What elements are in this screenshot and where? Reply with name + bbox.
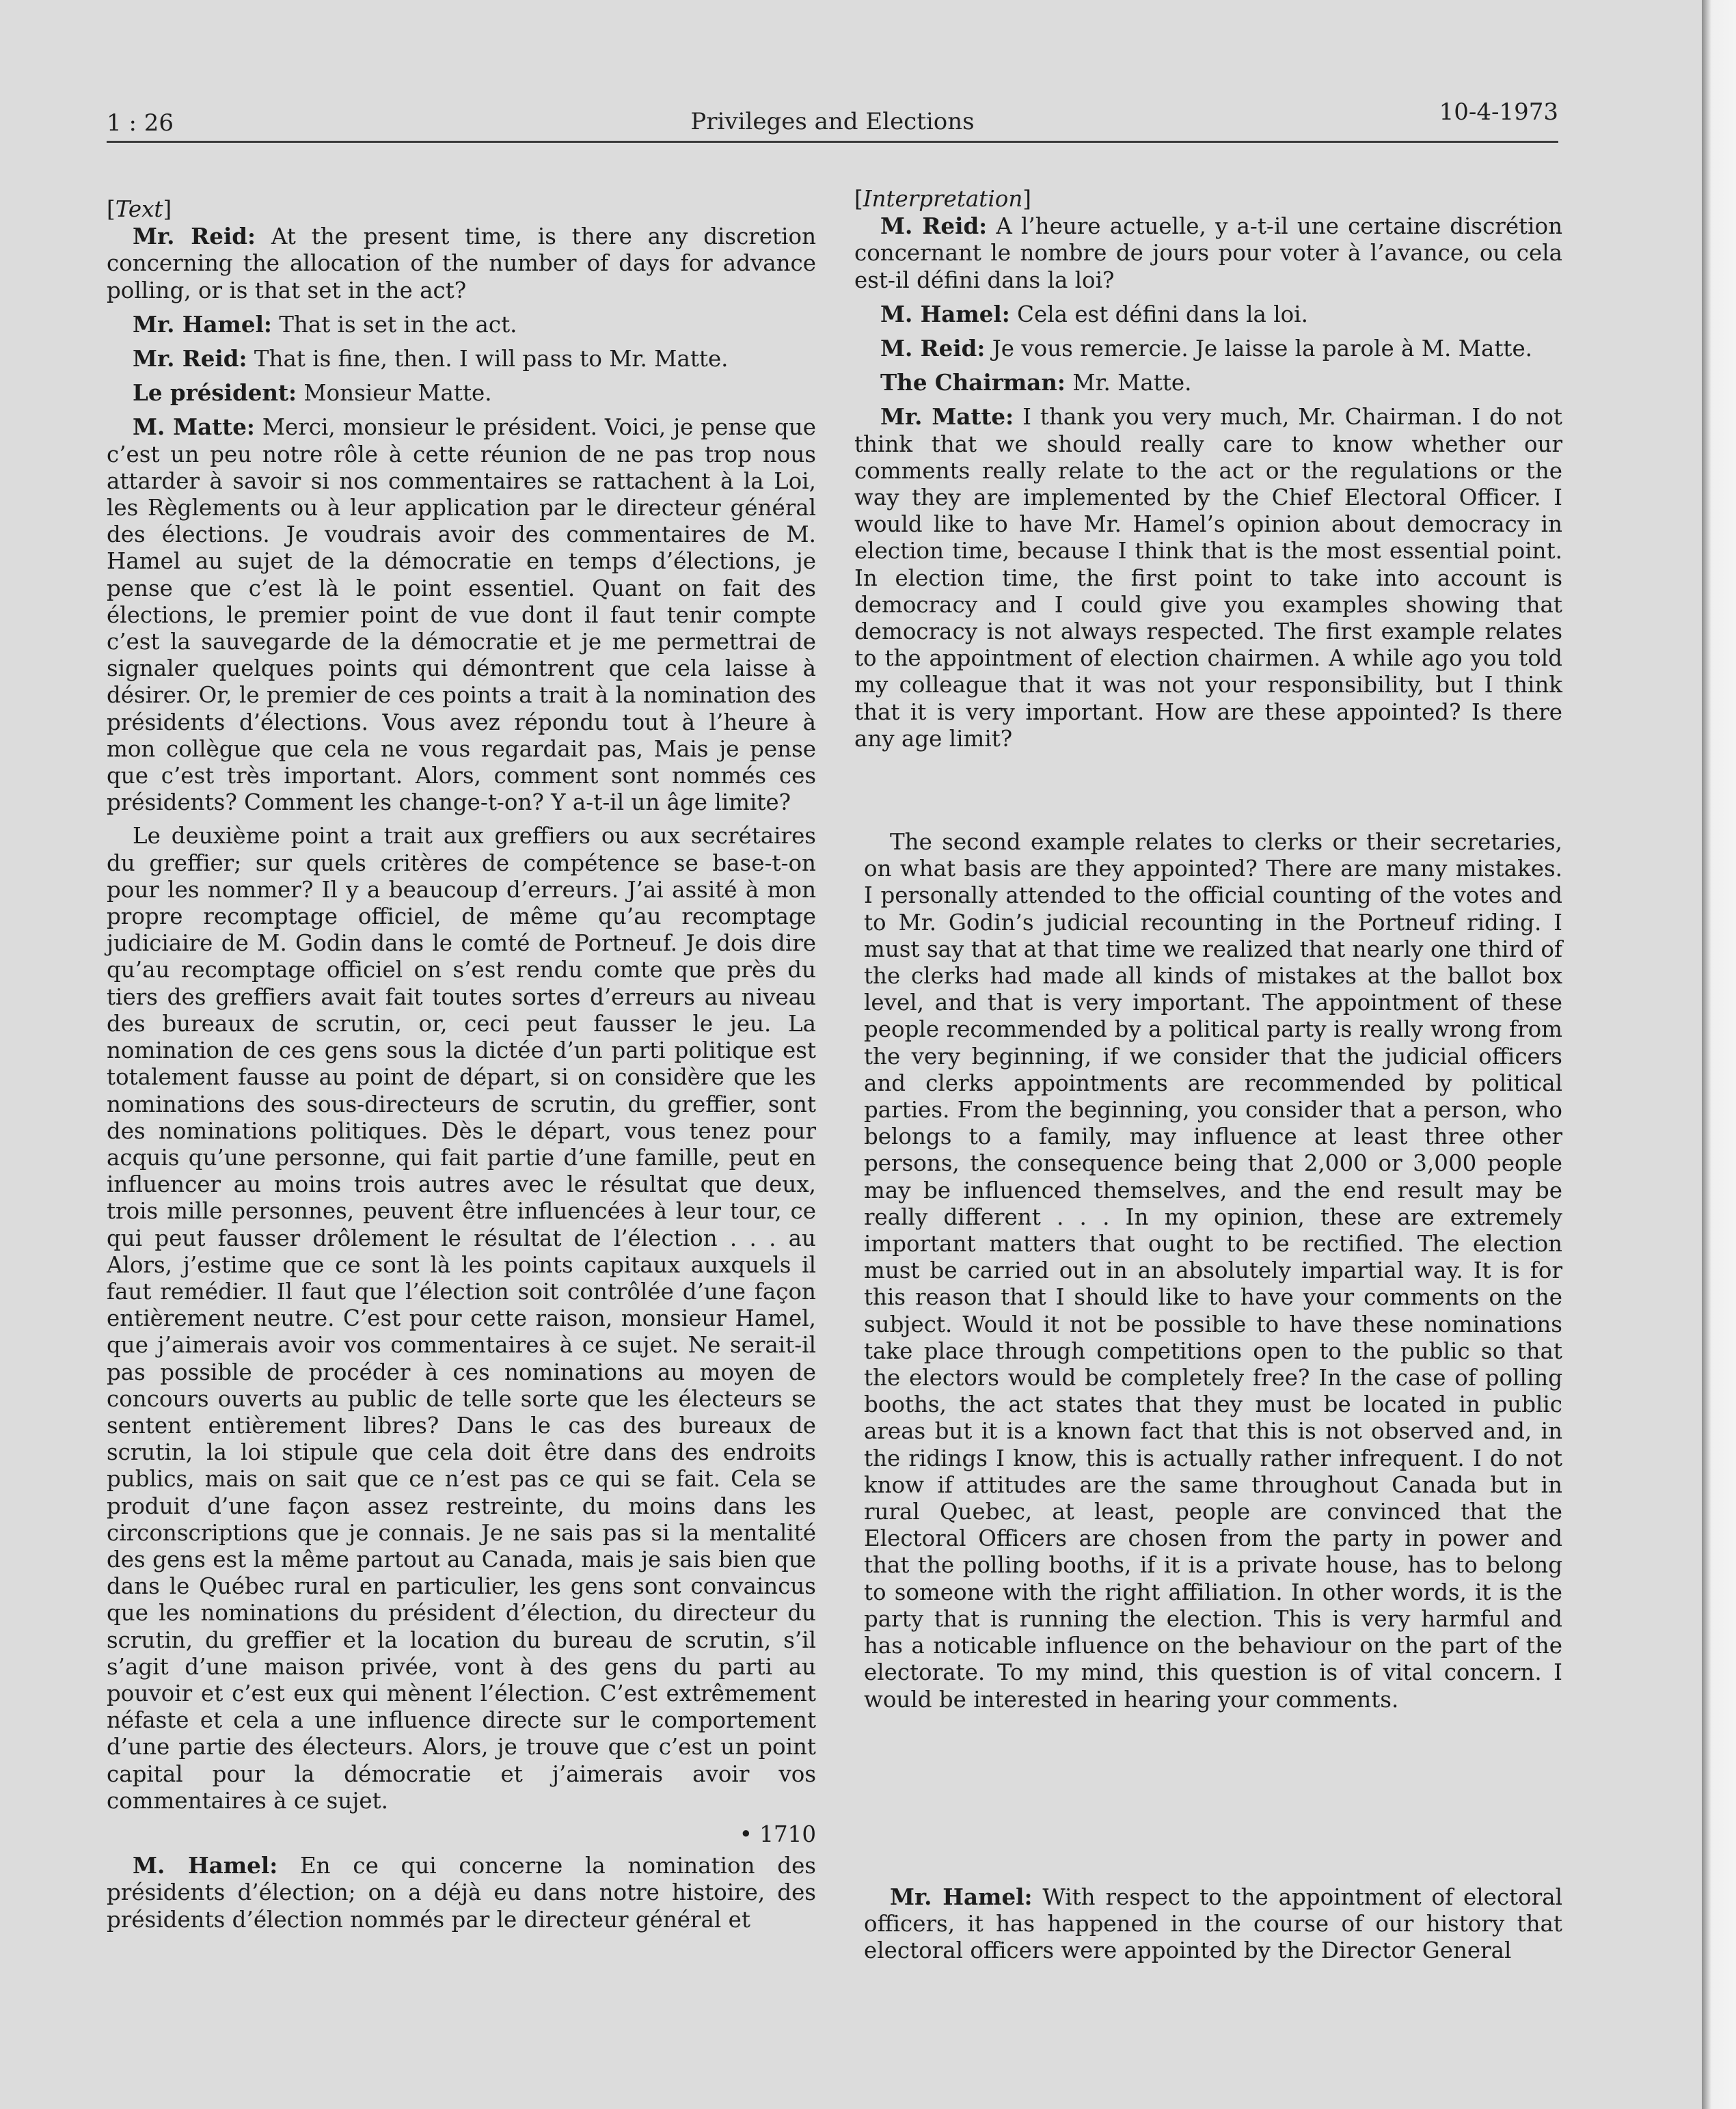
paragraph [864, 829, 1562, 1713]
speaker-name: Mr. Reid: [133, 223, 256, 250]
paragraph-text: The second example relates to clerks or their secretaries, on what basis are they appointed? There are many mistakes. I personally attended to the official counting of the votes and to Mr. Godin’s judicial recounting in the Portneuf riding. I must say that at that time we realized that nearly one third of the clerks had made all kinds of mistakes at the ballot box level, and that is very important. The appointment of these people recommended by a political party is really wrong from the very beginning, if we consider that the judicial officers and clerks appointments are recommended by political parties. From the beginning, you consider that a person, who belongs to a family, may influence at least three other persons, the consequence being that 2,000 or 3,000 people may be influenced themselves, and the end result may be really different . . . In my opinion, these are extremely important matters that ought to be rectified. The election must be carried out in an absolutely impartial way. It is for this reason that I should like to have your comments on the subject. Would it not be possible to have these nominations take place through competitions open to the public so that the electors would be completely free? In the case of polling booths, the act states that they must be located in public areas but it is a known fact that this is not observed and, in the ridings I know, this is actually rather infrequent. I do not know if attitudes are the same throughout Canada but in rural Quebec, at least, people are convinced that the Electoral Officers are chosen from the party in power and that the polling booths, if it is a private house, has to belong to someone with the right affiliation. In other words, it is the party that is running the election. This is very harmful and has a noticable influence on the behaviour on the part of the electorate. To my mind, this question is of vital concern. I would be interested in hearing your comments. [864, 829, 1562, 1713]
page-header [107, 98, 1558, 143]
paragraph-text: Monsieur Matte. [297, 380, 492, 407]
paragraph [854, 335, 1562, 362]
speaker-name: The Chairman: [880, 369, 1066, 396]
paragraph [107, 413, 816, 816]
page-date: 10-4-1973 [1439, 98, 1558, 126]
paragraph [854, 301, 1562, 328]
paragraph-text: Cela est défini dans la loi. [1009, 301, 1308, 327]
paragraph [107, 345, 816, 372]
speaker-name: M. Hamel: [880, 300, 1010, 327]
right-column [854, 186, 1562, 759]
paragraph [854, 213, 1562, 294]
speaker-name: Mr. Matte: [880, 403, 1014, 431]
speaker-name: M. Hamel: [133, 1852, 278, 1879]
speaker-name: Le président: [133, 379, 297, 407]
right-column-end [864, 1883, 1562, 1972]
left-column [107, 196, 816, 1940]
paragraph-text: I thank you very much, Mr. Chairman. I do not think that we should really care to know whether our comments really relate to the act or the regulations or the way they are implemented by the Chief Electoral Officer. I would like to have Mr. Hamel’s opinion about democracy in election time, because I think that is the most essential point. In election time, the first point to take into account is democracy and I could give you examples showing that democracy is not always respected. The first example relates to the appointment of election chairmen. A while ago you told my colleague that it was not your responsibility, but I think that it is very important. How are these appointed? Is there any age limit? [854, 404, 1562, 752]
time-marker: • 1710 [739, 1821, 816, 1847]
section-tag: [Text] [107, 196, 172, 222]
section-tag: [Interpretation] [854, 186, 1031, 212]
paragraph-text: En ce qui concerne la nomination des présidents d’élection; on a déjà eu dans notre histoire, des présidents d’élection nommés par le directeur général et [107, 1853, 816, 1933]
running-title: Privileges and Elections [690, 108, 975, 135]
paragraph [107, 379, 816, 407]
paragraph-text: At the present time, is there any discretion concerning the allocation of the number of days for advance polling, or is that set in the act? [107, 223, 817, 303]
paragraph-text: Mr. Matte. [1065, 370, 1192, 396]
speaker-name: M. Reid: [880, 335, 986, 362]
paragraph [107, 1852, 816, 1933]
paragraph-text: Je vous remercie. Je laisse la parole à M. Matte. [985, 336, 1533, 362]
paragraph-text: With respect to the appointment of electoral officers, it has happened in the course of our history that electoral officers were appointed by the Director General [864, 1884, 1562, 1964]
paragraph [107, 823, 816, 1814]
speaker-name: Mr. Hamel: [133, 310, 272, 338]
speaker-name: Mr. Reid: [133, 345, 247, 372]
paragraph [854, 403, 1562, 752]
paragraph-text: Merci, monsieur le président. Voici, je pense que c’est un peu notre rôle à cette réunion de ne pas trop nous attarder à savoir si nos commentaires se rattachent à la Loi, les Règlements ou à leur application par le directeur général des élections. Je voudrais avoir des commentaires de M. Hamel au sujet de la démocratie en temps d’élections, je pense que c’est là le point essentiel. Quant on fait des élections, le premier point de vue dont il faut tenir compte c’est la sauvegarde de la démocratie et je me permettrai de signaler quelques points qui démontrent que cela laisse à désirer. Or, le premier de ces points a trait à la nomination des présidents d’élections. Vous avez répondu tout à l’heure à mon collègue que cela ne vous regardait pas, Mais je pense que c’est très important. Alors, comment sont nommés ces présidents? Comment les change-t-on? Y a-t-il un âge limite? [107, 414, 816, 816]
paragraph-text: A l’heure actuelle, y a-t-il une certaine discrétion concernant le nombre de jours pour voter à l’avance, ou cela est-il défini dans la loi? [854, 213, 1563, 293]
speaker-name: M. Matte: [133, 413, 255, 441]
paragraph [864, 1883, 1562, 1965]
paragraph-text: That is fine, then. I will pass to Mr. Matte. [247, 346, 729, 372]
paragraph [854, 369, 1562, 396]
speaker-name: M. Reid: [880, 213, 988, 240]
paragraph-text: That is set in the act. [271, 311, 517, 338]
page-number: 1 : 26 [107, 109, 174, 137]
paragraph [107, 311, 816, 338]
page-edge [1702, 0, 1736, 2109]
paragraph-text: Le deuxième point a trait aux greffiers ou aux secrétaires du greffier; sur quels critères de compétence se base-t-on pour les nommer? Il y a beaucoup d’erreurs. J’ai assité à mon propre recomptage officiel, de même qu’au recomptage judiciaire de M. Godin dans le comté de Portneuf. Je dois dire qu’au recomptage officiel on s’est rendu comte que près du tiers des greffiers avait fait toutes sortes d’erreurs au niveau des bureaux de scrutin, or, ceci peut fausser le jeu. La nomination de ces gens sous la dictée d’un parti politique est totalement fausse au point de départ, si on considère que les nominations des sous-directeurs de scrutin, du greffier, sont des nominations politiques. Dès le départ, vous tenez pour acquis qu’une personne, qui fait partie d’une famille, peut en influencer au moins trois autres avec le résultat que deux, trois mille personnes, peuvent être influencées à leur tour, ce qui peut fausser drôlement le résultat de l’élection . . . au Alors, j’estime que ce sont là les points capitaux auxquels il faut remédier. Il faut que l’élection soit contrôlée d’une façon entièrement neutre. C’est pour cette raison, monsieur Hamel, que j’aimerais avoir vos commentaires à ce sujet. Ne serait-il pas possible de procéder à ces nominations au moyen de concours ouverts au public de telle sorte que les électeurs se sentent entièrement libres? Dans le cas des bureaux de scrutin, la loi stipule que cela doit être dans des endroits publics, mais on sait que ce n’est pas ce qui se fait. Cela se produit d’une façon assez restreinte, du moins dans les circonscriptions que je connais. Je ne sais pas si la mentalité des gens est la même partout au Canada, mais je sais bien que dans le Québec rural en particulier, les gens sont convaincus que les nominations du président d’élection, du directeur du scrutin, du greffier et la location du bureau de scrutin, s’il s’agit d’une maison privée, vont à des gens du parti au pouvoir et c’est eux qui mènent l’élection. C’est extrêmement néfaste et cela a une influence directe sur le comportement d’une partie des électeurs. Alors, je trouve que c’est un point capital pour la démocratie et j’aimerais avoir vos commentaires à ce sujet. [107, 823, 816, 1814]
paragraph [107, 223, 816, 304]
right-column-continued [864, 829, 1562, 1720]
speaker-name: Mr. Hamel: [890, 1883, 1033, 1910]
